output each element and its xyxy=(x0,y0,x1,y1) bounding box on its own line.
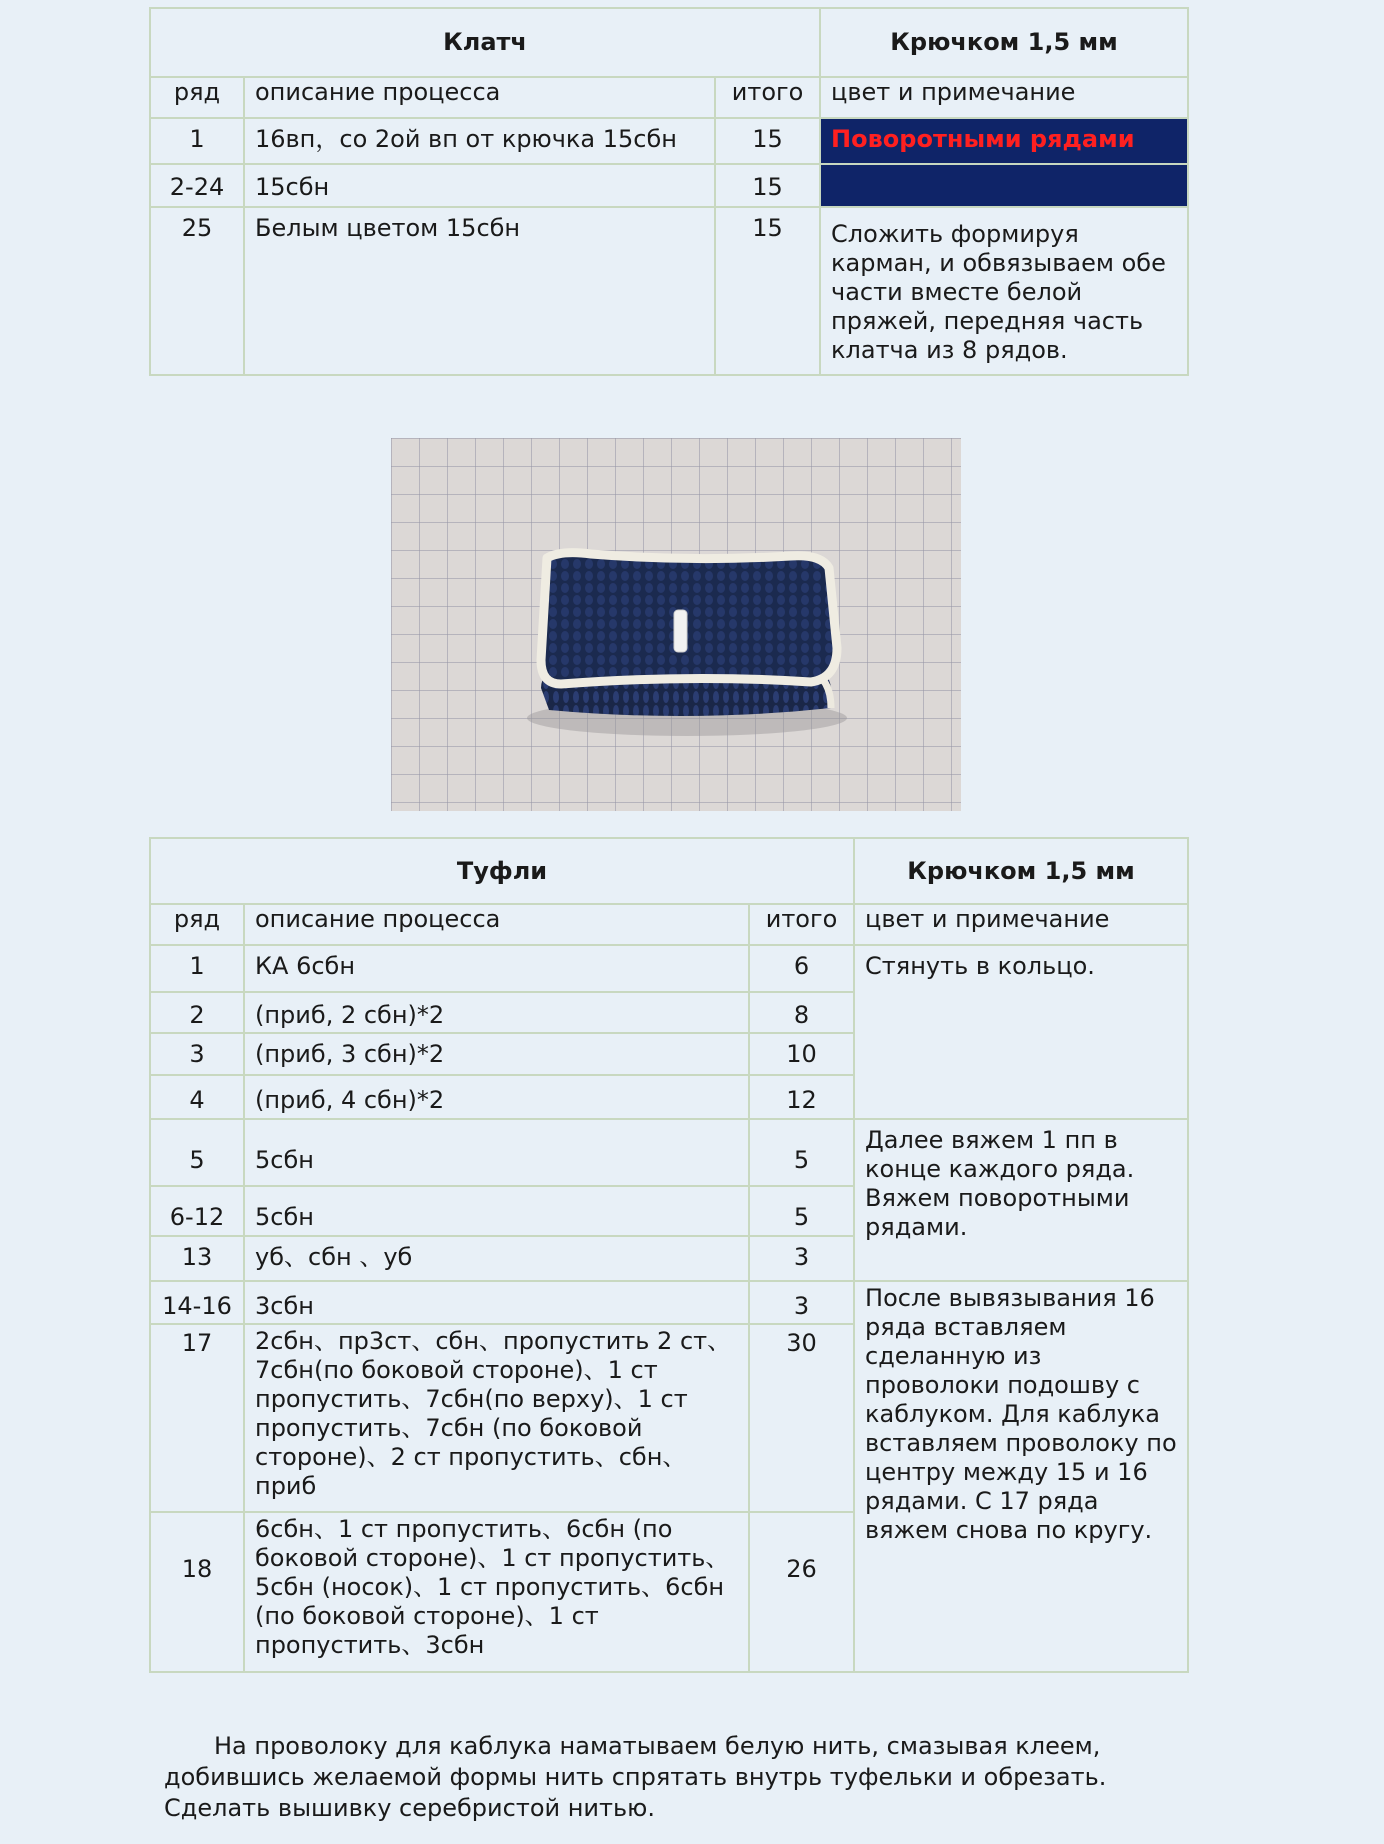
row-number: 14-16 xyxy=(150,1281,244,1324)
clutch-photo-svg xyxy=(391,438,961,811)
row-total: 8 xyxy=(749,992,854,1033)
row-description: (приб, 2 сбн)*2 xyxy=(244,992,749,1033)
row-description: уб、сбн 、уб xyxy=(244,1236,749,1281)
col-total-header: итого xyxy=(715,77,820,118)
instructions-footer xyxy=(164,1731,1204,1824)
col-description-header: описание процесса xyxy=(244,77,715,118)
row-total: 6 xyxy=(749,945,854,992)
table-row xyxy=(150,1281,1188,1324)
clutch-title: Клатч xyxy=(150,8,820,77)
row-total: 26 xyxy=(749,1512,854,1672)
clutch-photo xyxy=(391,438,961,811)
clutch-hook: Крючком 1,5 мм xyxy=(820,8,1188,77)
row-total: 3 xyxy=(749,1281,854,1324)
row-total: 5 xyxy=(749,1119,854,1186)
row-number: 6-12 xyxy=(150,1186,244,1236)
turning-rows-note: Поворотными рядами xyxy=(831,125,1135,153)
navy-color-swatch xyxy=(820,118,1188,164)
row-total: 15 xyxy=(715,164,820,207)
row-number: 4 xyxy=(150,1075,244,1119)
table-row xyxy=(150,164,1188,207)
row-number: 2 xyxy=(150,992,244,1033)
col-row-header: ряд xyxy=(150,77,244,118)
row-description: 3сбн xyxy=(244,1281,749,1324)
row-total: 3 xyxy=(749,1236,854,1281)
row-description: 15сбн xyxy=(244,164,715,207)
row-number: 17 xyxy=(150,1324,244,1512)
row-number: 18 xyxy=(150,1512,244,1672)
col-row-header: ряд xyxy=(150,904,244,945)
shoes-title: Туфли xyxy=(150,838,854,904)
table-row xyxy=(150,1119,1188,1186)
row-number: 3 xyxy=(150,1033,244,1075)
col-description-header: описание процесса xyxy=(244,904,749,945)
col-total-header: итого xyxy=(749,904,854,945)
col-note-header: цвет и примечание xyxy=(854,904,1188,945)
row-number: 25 xyxy=(150,207,244,375)
footer-paragraph: На проволоку для каблука наматываем белую нить, смазывая клеем, добившись желаемой формы нить спрятать внутрь туфельки и обрезать. Сделать вышивку серебристой нитью. xyxy=(164,1732,1107,1822)
col-note-header: цвет и примечание xyxy=(820,77,1188,118)
fold-note: Сложить формируя карман, и обвязываем обе части вместе белой пряжей, передняя часть клатча из 8 рядов. xyxy=(820,207,1188,375)
table-row xyxy=(150,945,1188,992)
row-number: 1 xyxy=(150,945,244,992)
row-total: 5 xyxy=(749,1186,854,1236)
row-total: 15 xyxy=(715,207,820,375)
row-total: 30 xyxy=(749,1324,854,1512)
row-description: 2сбн、пр3ст、сбн、пропустить 2 ст、7сбн(по боковой стороне)、1 ст пропустить、7сбн(по верху)、1 ст пропустить、7сбн (по боковой стороне)、2 ст пропустить、сбн、приб xyxy=(244,1324,749,1512)
clutch-table xyxy=(149,7,1189,376)
row-description: Белым цветом 15сбн xyxy=(244,207,715,375)
turning-note: Далее вяжем 1 пп в конце каждого ряда. Вяжем поворотными рядами. xyxy=(854,1119,1188,1281)
row-total: 12 xyxy=(749,1075,854,1119)
navy-color-swatch xyxy=(820,164,1188,207)
sole-note: После вывязывания 16 ряда вставляем сделанную из проволоки подошву с каблуком. Для каблука вставляем проволоку по центру между 15 и 16 рядами. С 17 ряда вяжем снова по кругу. xyxy=(854,1281,1188,1672)
row-description: 6сбн、1 ст пропустить、6сбн (по боковой стороне)、1 ст пропустить、5сбн (носок)、1 ст пропустить、6сбн (по боковой стороне)、1 ст пропустить、3сбн xyxy=(244,1512,749,1672)
table-row xyxy=(150,118,1188,164)
ring-note: Стянуть в кольцо. xyxy=(854,945,1188,1119)
shoes-table xyxy=(149,837,1189,1673)
row-description: КА 6сбн xyxy=(244,945,749,992)
shoes-hook: Крючком 1,5 мм xyxy=(854,838,1188,904)
row-number: 5 xyxy=(150,1119,244,1186)
row-description: (приб, 3 сбн)*2 xyxy=(244,1033,749,1075)
row-number: 13 xyxy=(150,1236,244,1281)
row-description: (приб, 4 сбн)*2 xyxy=(244,1075,749,1119)
row-number: 1 xyxy=(150,118,244,164)
row-description: 5сбн xyxy=(244,1119,749,1186)
row-total: 10 xyxy=(749,1033,854,1075)
table-row xyxy=(150,207,1188,375)
row-total: 15 xyxy=(715,118,820,164)
row-description: 5сбн xyxy=(244,1186,749,1236)
row-description: 16вп，со 2ой вп от крючка 15сбн xyxy=(244,118,715,164)
row-number: 2-24 xyxy=(150,164,244,207)
